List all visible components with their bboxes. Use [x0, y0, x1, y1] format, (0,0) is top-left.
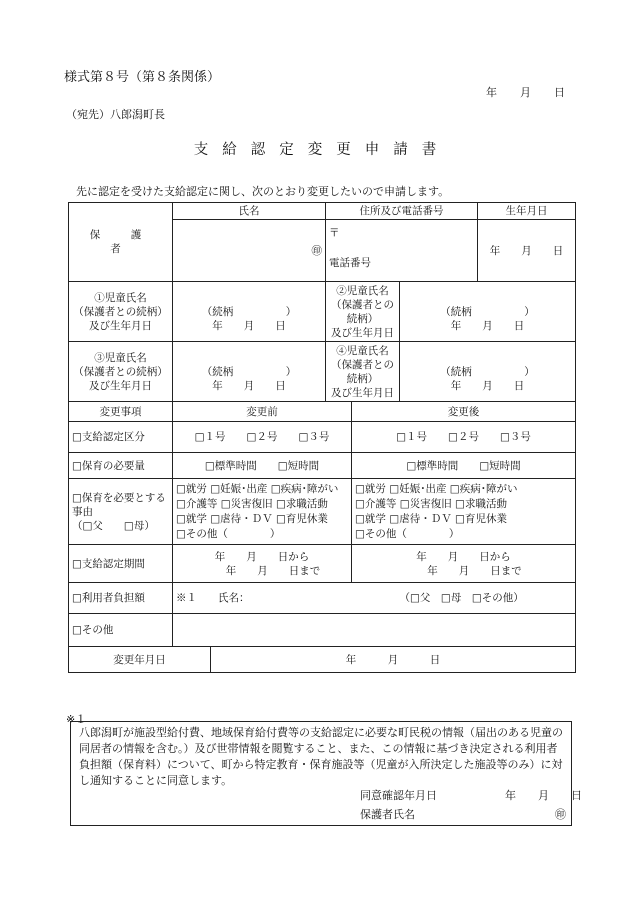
change-date-field[interactable]: 年 月 日: [211, 647, 576, 673]
guardian-name-field[interactable]: [173, 220, 326, 282]
guardian-address-field[interactable]: [326, 220, 478, 282]
other-checkbox[interactable]: □その他: [69, 614, 173, 647]
child2-label: ②児童氏名 （保護者との続柄） 及び生年月日: [326, 282, 400, 342]
category-checkbox[interactable]: □支給認定区分: [69, 422, 173, 453]
child3-field[interactable]: （続柄 ） 年 月 日: [173, 342, 326, 402]
category-after[interactable]: □１号 □２号 □３号: [352, 422, 576, 453]
child1-label: ①児童氏名 （保護者との続柄） 及び生年月日: [69, 282, 173, 342]
consent-text: 八郎潟町が施設型給付費、地域保育給付費等の支給認定に必要な町民税の情報（届出のある児童の同居者の情報を含む。）及び世帯情報を閲覧すること、また、この情報に基づき決定される利用者負担額（保育料）について、町から特定教育・保育施設等（児童が入所決定した施設等のみ）に対し通知することに同意します。: [79, 726, 563, 787]
change-date-label: 変更年月日: [69, 647, 211, 673]
phone-label: 電話番号: [329, 257, 372, 269]
consent-name-row[interactable]: [360, 806, 566, 822]
reason-after[interactable]: □就労 □妊娠･出産 □疾病･障がい □介護等 □災害復旧 □求職活動 □就学 □虐待・ＤＶ □育児休業 □その他（ ）: [352, 479, 576, 545]
form-number: 様式第８号（第８条関係）: [64, 70, 221, 85]
date-year: 年: [486, 86, 497, 99]
seal-mark: ㊞: [311, 244, 323, 257]
reason-before[interactable]: □就労 □妊娠･出産 □疾病･障がい □介護等 □災害復旧 □求職活動 □就学 □虐待・ＤＶ □育児休業 □その他（ ）: [173, 479, 352, 545]
change-after-header: 変更後: [352, 402, 576, 422]
guardian-birth-header: 生年月日: [478, 203, 576, 220]
burden-checkbox[interactable]: □利用者負担額: [69, 583, 173, 614]
postal-mark: 〒: [329, 227, 340, 239]
change-item-header: 変更事項: [69, 402, 173, 422]
application-form-table: [68, 202, 576, 673]
addressee: （宛先）八郎潟町長: [66, 108, 165, 121]
child4-label: ④児童氏名 （保護者との続柄） 及び生年月日: [326, 342, 400, 402]
page-title: 支給認定変更申請書: [193, 142, 451, 158]
consent-seal-mark: ㊞: [555, 808, 566, 821]
category-before[interactable]: □１号 □２号 □３号: [173, 422, 352, 453]
guardian-name-label: 保護者氏名: [360, 808, 415, 821]
consent-date-value: 年 月 日: [505, 789, 582, 802]
reason-checkbox[interactable]: □保育を必要とする事由 （□父 □母）: [69, 479, 173, 545]
burden-parent-options[interactable]: （□父 □母 □その他）: [399, 592, 524, 604]
date-month: 月: [520, 86, 531, 99]
burden-field[interactable]: ※１ 氏名： （□父 □母 □その他）: [173, 583, 576, 614]
period-before[interactable]: 年 月 日から 年 月 日まで: [173, 545, 352, 583]
guardian-address-header: 住所及び電話番号: [326, 203, 478, 220]
change-before-header: 変更前: [173, 402, 352, 422]
child4-field[interactable]: （続柄 ） 年 月 日: [400, 342, 576, 402]
other-field[interactable]: [173, 614, 576, 647]
need-after[interactable]: □標準時間 □短時間: [352, 453, 576, 479]
guardian-label: 保 護 者: [69, 203, 173, 282]
period-after[interactable]: 年 月 日から 年 月 日まで: [352, 545, 576, 583]
need-checkbox[interactable]: □保育の必要量: [69, 453, 173, 479]
child1-field[interactable]: （続柄 ） 年 月 日: [173, 282, 326, 342]
guardian-birth-field[interactable]: 年 月 日: [478, 220, 576, 282]
period-checkbox[interactable]: □支給認定期間: [69, 545, 173, 583]
child2-field[interactable]: （続柄 ） 年 月 日: [400, 282, 576, 342]
guardian-name-header: 氏名: [173, 203, 326, 220]
consent-date-label: 同意確認年月日: [360, 789, 437, 802]
note-mark: ※１: [66, 713, 87, 726]
date-day: 日: [554, 86, 565, 99]
header-date[interactable]: [486, 84, 588, 100]
intro-text: 先に認定を受けた支給認定に関し、次のとおり変更したいので申請します。: [76, 185, 450, 198]
consent-date-row[interactable]: [360, 787, 582, 803]
child3-label: ③児童氏名 （保護者との続柄） 及び生年月日: [69, 342, 173, 402]
need-before[interactable]: □標準時間 □短時間: [173, 453, 352, 479]
